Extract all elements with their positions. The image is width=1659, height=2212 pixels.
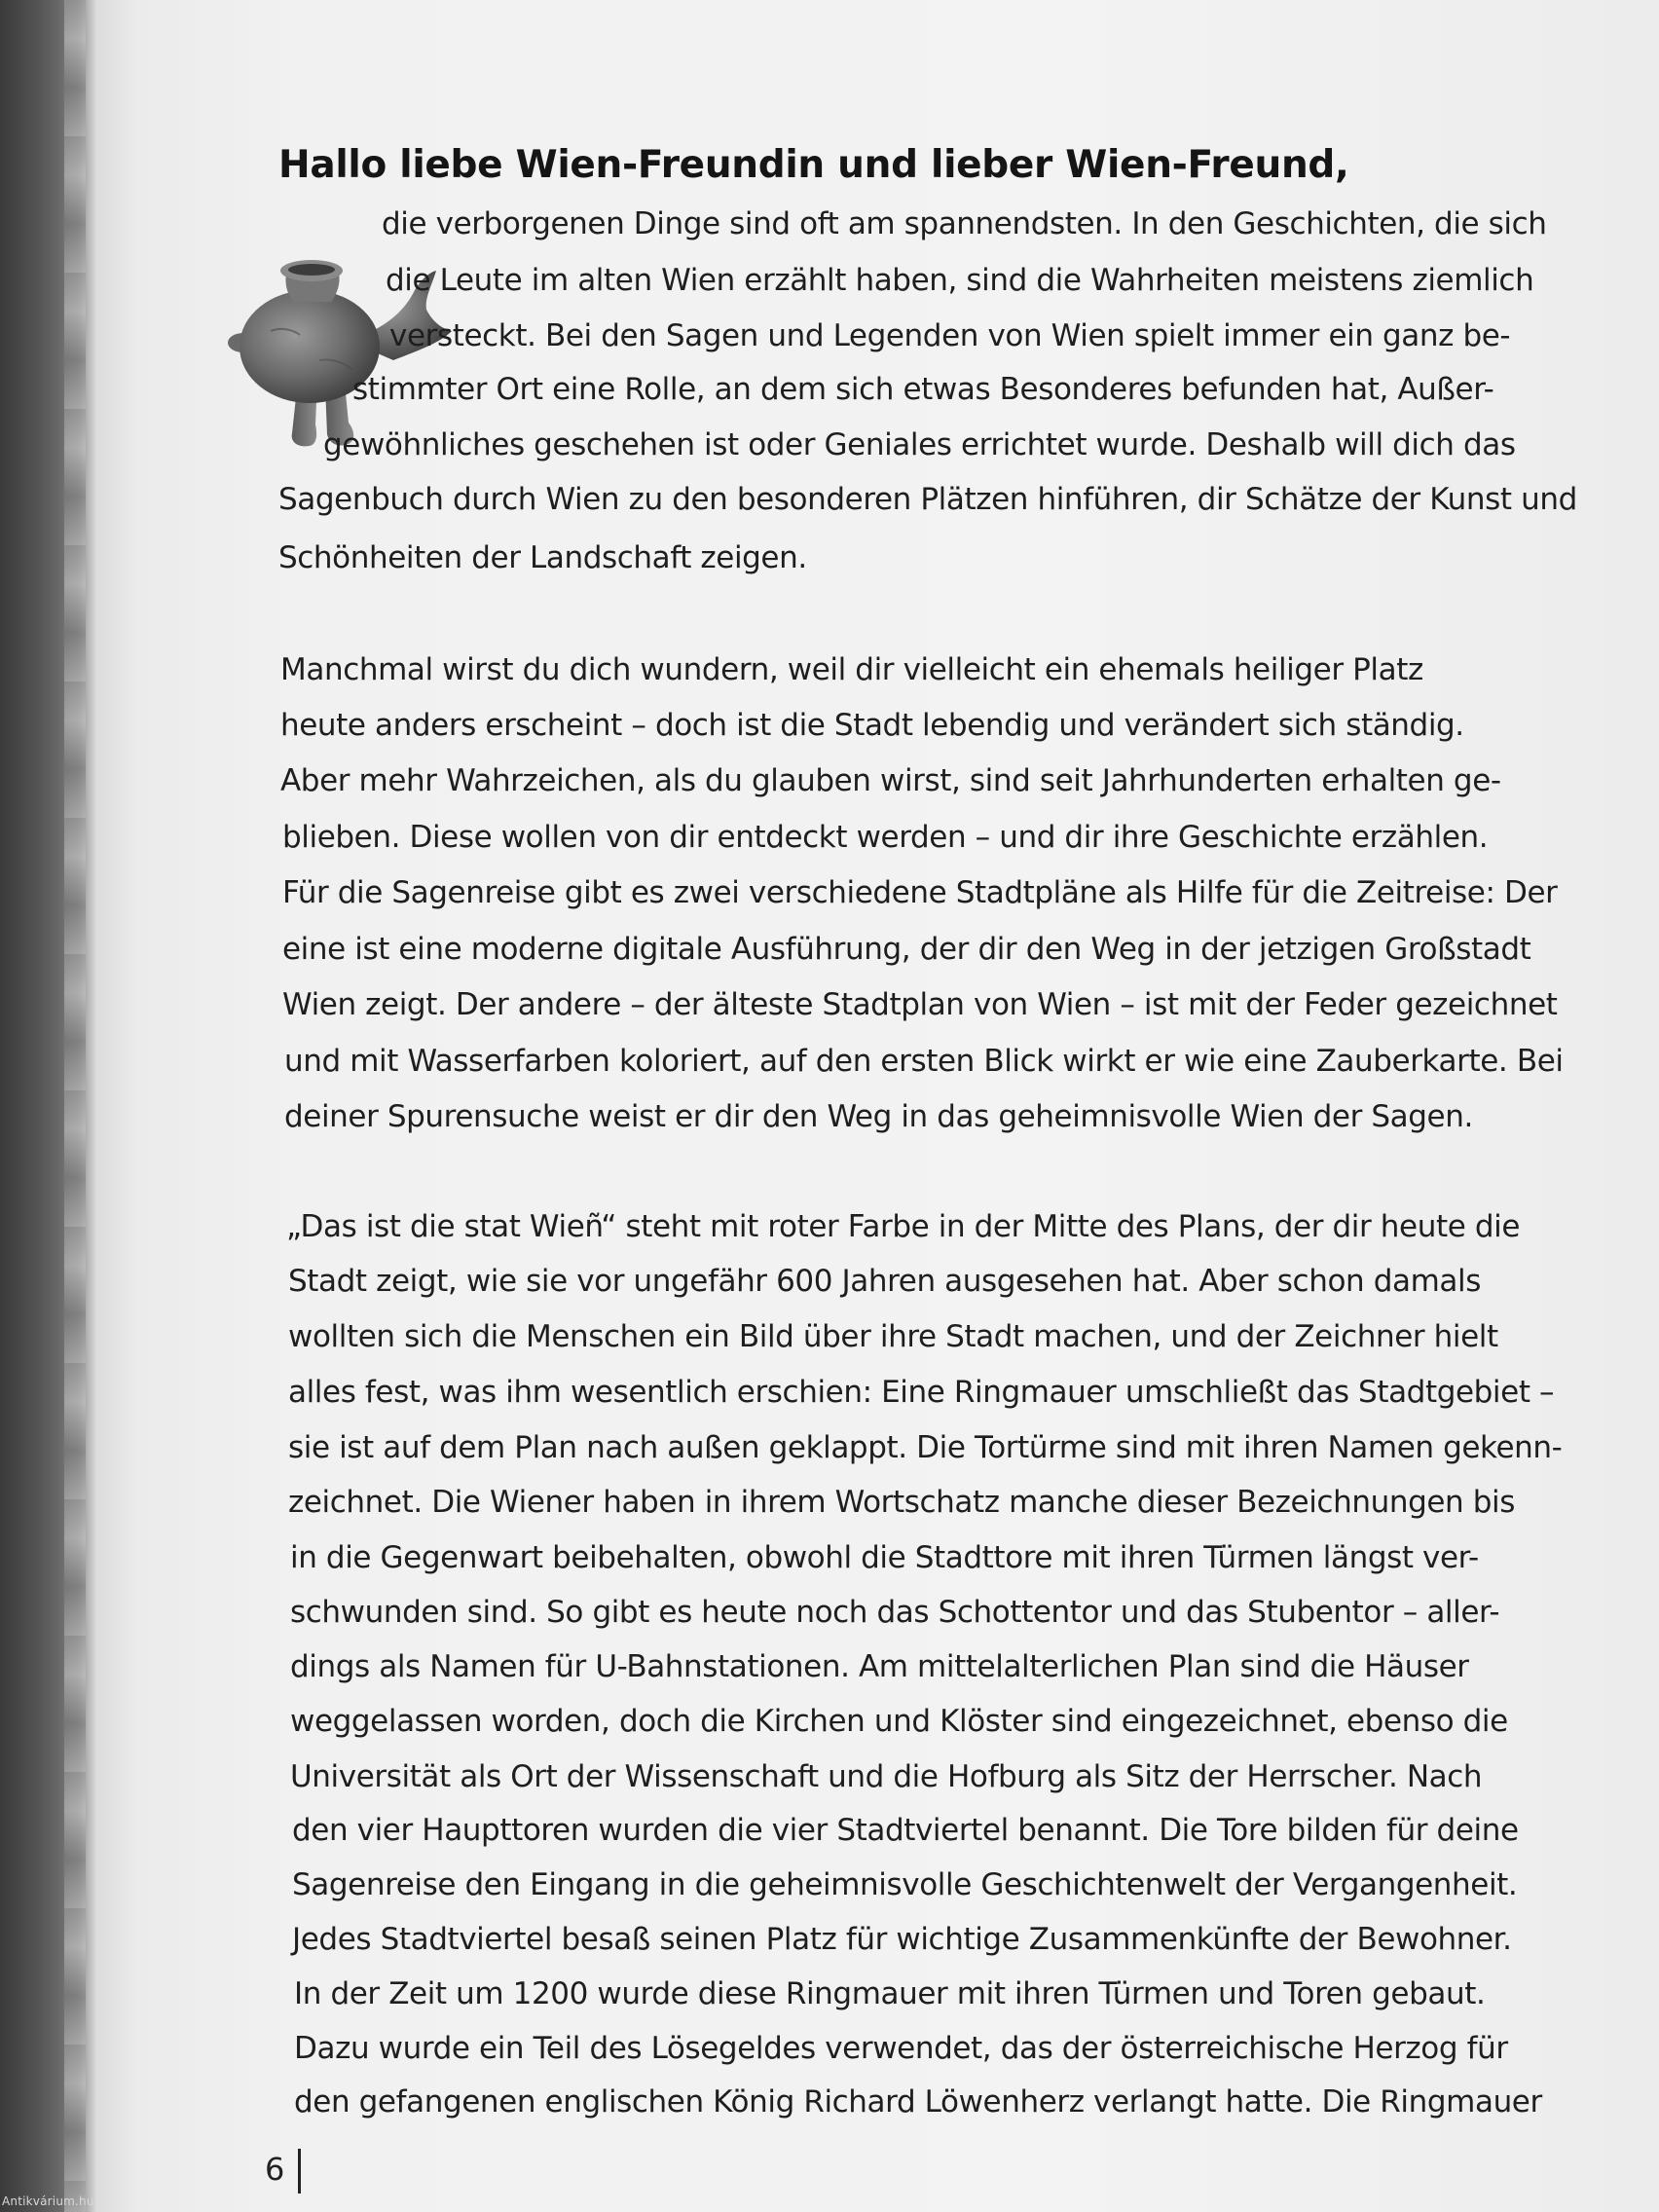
text-line: eine ist eine moderne digitale Ausführung, der dir den Weg in der jetzigen Großstadt [282,932,1531,967]
text-line: deiner Spurensuche weist er dir den Weg in das geheimnisvolle Wien der Sagen. [284,1099,1473,1134]
text-line: sie ist auf dem Plan nach außen geklappt. Die Tortürme sind mit ihren Namen gekenn- [288,1430,1563,1465]
text-line: in die Gegenwart beibehalten, obwohl die Stadttore mit ihren Türmen längst ver- [290,1540,1479,1575]
text-line: In der Zeit um 1200 wurde diese Ringmauer mit ihren Türmen und Toren gebaut. [294,1976,1486,2011]
text-line: die Leute im alten Wien erzählt haben, sind die Wahrheiten meistens ziemlich [386,263,1534,298]
book-page [97,0,1659,2212]
text-line: Universität als Ort der Wissenschaft und die Hofburg als Sitz der Herrscher. Nach [290,1759,1483,1794]
text-line: schwunden sind. So gibt es heute noch das Schottentor und das Stubentor – aller- [290,1595,1500,1630]
text-line: blieben. Diese wollen von dir entdeckt werden – und dir ihre Geschichte erzählen. [282,820,1489,855]
text-line: Jedes Stadtviertel besaß seinen Platz für wichtige Zusammenkünfte der Bewohner. [292,1922,1512,1957]
text-line: Für die Sagenreise gibt es zwei verschiedene Stadtpläne als Hilfe für die Zeitreise: Der [282,875,1558,910]
text-line: weggelassen worden, doch die Kirchen und Klöster sind eingezeichnet, ebenso die [290,1704,1508,1739]
text-line: Manchmal wirst du dich wundern, weil dir vielleicht ein ehemals heiliger Platz [280,652,1423,687]
text-line: Dazu wurde ein Teil des Lösegeldes verwendet, das der österreichische Herzog für [294,2031,1508,2066]
text-line: Sagenreise den Eingang in die geheimnisvolle Geschichtenwelt der Vergangenheit. [292,1867,1518,1902]
book-binding [0,0,97,2212]
page-heading: Hallo liebe Wien-Freundin und lieber Wien-Freund, [278,143,1349,187]
text-line: Wien zeigt. Der andere – der älteste Stadtplan von Wien – ist mit der Feder gezeichnet [282,987,1558,1022]
text-line: Stadt zeigt, wie sie vor ungefähr 600 Jahren ausgesehen hat. Aber schon damals [288,1264,1481,1299]
text-line: und mit Wasserfarben koloriert, auf den ersten Blick wirkt er wie eine Zauberkarte. Bei [284,1044,1564,1079]
text-line: versteckt. Bei den Sagen und Legenden von Wien spielt immer ein ganz be- [389,318,1511,353]
text-line: Aber mehr Wahrzeichen, als du glauben wirst, sind seit Jahrhunderten erhalten ge- [280,763,1501,798]
page-number-divider [298,2149,301,2194]
text-line: die verborgenen Dinge sind oft am spannendsten. In den Geschichten, die sich [382,206,1547,241]
text-line: den gefangenen englischen König Richard Löwenherz verlangt hatte. Die Ringmauer [294,2084,1542,2120]
text-line: wollten sich die Menschen ein Bild über ihre Stadt machen, und der Zeichner hielt [288,1319,1498,1354]
text-line: den vier Haupttoren wurden die vier Stadtviertel benannt. Die Tore bilden für deine [292,1813,1519,1848]
text-line: Sagenbuch durch Wien zu den besonderen Plätzen hinführen, dir Schätze der Kunst und [278,482,1577,517]
facing-page-edge [64,0,86,2212]
watermark: Antikvárium.hu [2,2194,94,2208]
text-line: „Das ist die stat Wieñ“ steht mit roter Farbe in der Mitte des Plans, der dir heute die [286,1209,1521,1244]
text-line: zeichnet. Die Wiener haben in ihrem Wortschatz manche dieser Bezeichnungen bis [288,1485,1515,1520]
page-number: 6 [265,2151,285,2188]
text-line: alles fest, was ihm wesentlich erschien: Eine Ringmauer umschließt das Stadtgebiet – [288,1375,1555,1410]
text-line: stimmter Ort eine Rolle, an dem sich etwas Besonderes befunden hat, Außer- [352,372,1494,407]
text-line: Schönheiten der Landschaft zeigen. [278,540,807,575]
text-line: heute anders erscheint – doch ist die Stadt lebendig und verändert sich ständig. [280,708,1464,743]
text-line: dings als Namen für U-Bahnstationen. Am mittelalterlichen Plan sind die Häuser [290,1649,1469,1684]
text-line: gewöhnliches geschehen ist oder Geniales errichtet wurde. Deshalb will dich das [323,427,1516,462]
